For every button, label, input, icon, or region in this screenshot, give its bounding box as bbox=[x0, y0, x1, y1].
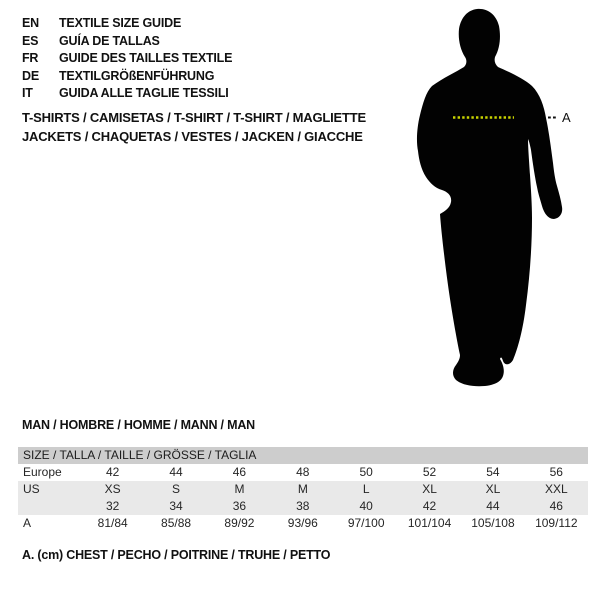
language-list bbox=[22, 15, 232, 103]
table-row-us-numeric bbox=[18, 498, 588, 515]
cell: 34 bbox=[169, 499, 183, 513]
cell: 40 bbox=[359, 499, 373, 513]
man-silhouette bbox=[417, 9, 562, 386]
language-title: GUIDE DES TAILLES TEXTILE bbox=[59, 51, 233, 66]
cell: 93/96 bbox=[287, 516, 318, 530]
cell: 101/104 bbox=[407, 516, 452, 530]
language-title: TEXTILE SIZE GUIDE bbox=[59, 16, 182, 30]
measure-label-a: A bbox=[562, 110, 571, 125]
row-label: Europe bbox=[23, 465, 62, 479]
language-code: IT bbox=[22, 86, 33, 101]
cell: 56 bbox=[549, 465, 563, 479]
cell: 44 bbox=[486, 499, 500, 513]
cell: 38 bbox=[296, 499, 310, 513]
language-row-de bbox=[22, 68, 232, 86]
cell: 36 bbox=[232, 499, 247, 513]
language-code: EN bbox=[22, 16, 39, 30]
cell: 48 bbox=[296, 465, 310, 479]
language-code: FR bbox=[22, 51, 39, 66]
cell: M bbox=[234, 482, 245, 496]
cell: 54 bbox=[486, 465, 500, 479]
cell: 44 bbox=[169, 465, 183, 479]
cell: XL bbox=[422, 482, 437, 496]
category-line-jackets: JACKETS / CHAQUETAS / VESTES / JACKEN / GIACCHE bbox=[22, 129, 363, 144]
table-row-us bbox=[18, 481, 588, 498]
table-row-europe bbox=[18, 464, 588, 481]
cell: 81/84 bbox=[97, 516, 128, 530]
cell: 46 bbox=[232, 465, 247, 479]
cell: 52 bbox=[422, 465, 437, 479]
cell: M bbox=[297, 482, 308, 496]
cell: 32 bbox=[106, 499, 120, 513]
cell: 42 bbox=[106, 465, 120, 479]
cell: XS bbox=[104, 482, 121, 496]
cell: 109/112 bbox=[535, 516, 578, 530]
language-title: GUIDA ALLE TAGLIE TESSILI bbox=[59, 86, 229, 101]
table-row-a-chest bbox=[18, 515, 588, 532]
cell: 85/88 bbox=[161, 516, 192, 530]
cell: L bbox=[362, 482, 370, 496]
cell: 46 bbox=[549, 499, 563, 513]
size-table-header: SIZE / TALLA / TAILLE / GRÖSSE / TAGLIA bbox=[18, 447, 588, 464]
cell: 89/92 bbox=[224, 516, 255, 530]
cell: S bbox=[172, 482, 181, 496]
cell: 105/108 bbox=[471, 516, 515, 530]
row-label: A bbox=[23, 516, 32, 530]
language-row-fr bbox=[22, 50, 232, 68]
language-row-es bbox=[22, 33, 232, 51]
category-block bbox=[22, 108, 366, 146]
row-label bbox=[18, 498, 81, 515]
language-row-it bbox=[22, 85, 232, 103]
man-figure bbox=[400, 0, 600, 390]
language-title: GUÍA DE TALLAS bbox=[59, 33, 160, 48]
footnote-chest-legend: A. (cm) CHEST / PECHO / POITRINE / TRUHE / PETTO bbox=[22, 548, 331, 562]
row-label: US bbox=[23, 482, 40, 496]
category-line-tshirts: T-SHIRTS / CAMISETAS / T-SHIRT / T-SHIRT / MAGLIETTE bbox=[22, 110, 366, 125]
cell: 97/100 bbox=[347, 516, 385, 530]
section-title-man: MAN / HOMBRE / HOMME / MANN / MAN bbox=[22, 418, 255, 432]
cell: 50 bbox=[359, 465, 373, 479]
language-code: DE bbox=[22, 68, 39, 83]
size-table bbox=[18, 447, 588, 532]
cell: XXL bbox=[544, 482, 568, 496]
cell: XL bbox=[485, 482, 501, 496]
language-code: ES bbox=[22, 33, 39, 48]
language-title: TEXTILGRÖßENFÜHRUNG bbox=[59, 68, 215, 83]
cell: 42 bbox=[422, 499, 437, 513]
language-row-en bbox=[22, 15, 232, 33]
